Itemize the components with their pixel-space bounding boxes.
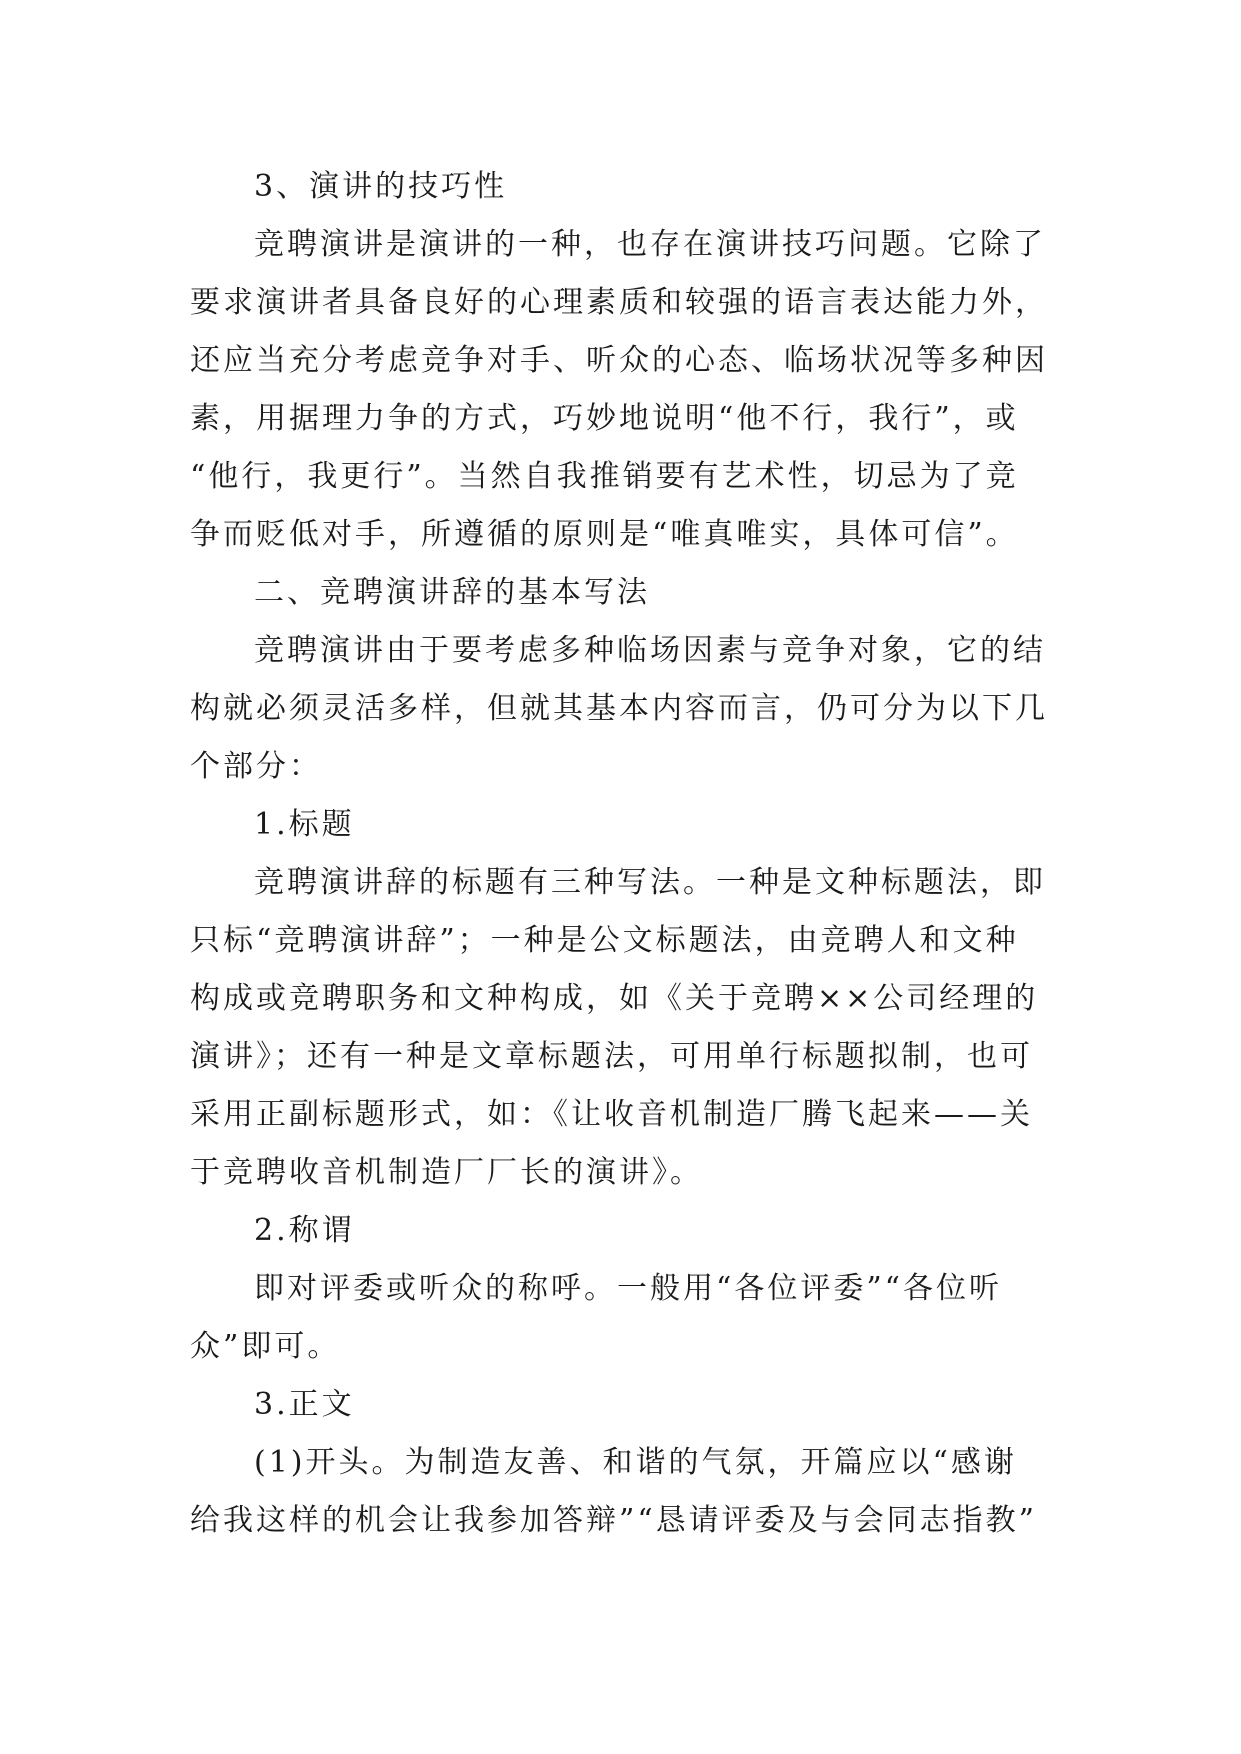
paragraph-line: 个部分： — [190, 749, 322, 784]
paragraph-line: 竞聘演讲辞的标题有三种写法。一种是文种标题法，即 — [254, 865, 1046, 900]
paragraph-line: 还应当充分考虑竞争对手、听众的心态、临场状况等多种因 — [190, 343, 1048, 378]
paragraph-line: (1)开头。为制造友善、和谐的气氛，开篇应以“感谢 — [254, 1445, 1017, 1480]
subheading-body: 3.正文 — [254, 1387, 355, 1422]
paragraph-line: 构就必须灵活多样，但就其基本内容而言，仍可分为以下几 — [190, 691, 1048, 726]
subheading-title: 1.标题 — [254, 807, 355, 842]
paragraph-line: 众”即可。 — [190, 1329, 341, 1364]
section-heading-technique: 3、演讲的技巧性 — [254, 169, 508, 204]
section-heading-writing-method: 二、竞聘演讲辞的基本写法 — [254, 575, 650, 610]
document-body — [190, 158, 1050, 1550]
paragraph-line: “他行，我更行”。当然自我推销要有艺术性，切忌为了竞 — [190, 459, 1019, 494]
paragraph-line: 演讲》；还有一种是文章标题法，可用单行标题拟制，也可 — [190, 1039, 1033, 1074]
paragraph-line: 构成或竞聘职务和文种构成，如《关于竞聘××公司经理的 — [190, 981, 1039, 1016]
paragraph-line: 采用正副标题形式，如：《让收音机制造厂腾飞起来——关 — [190, 1097, 1033, 1132]
paragraph-line: 即对评委或听众的称呼。一般用“各位评委”“各位听 — [254, 1271, 1003, 1306]
paragraph-line: 只标“竞聘演讲辞”；一种是公文标题法，由竞聘人和文种 — [190, 923, 1019, 958]
paragraph-line: 于竞聘收音机制造厂厂长的演讲》。 — [190, 1155, 703, 1190]
paragraph-line: 竞聘演讲是演讲的一种，也存在演讲技巧问题。它除了 — [254, 227, 1046, 262]
paragraph-line: 竞聘演讲由于要考虑多种临场因素与竞争对象，它的结 — [254, 633, 1046, 668]
paragraph-line: 素，用据理力争的方式，巧妙地说明“他不行，我行”，或 — [190, 401, 1019, 436]
paragraph-line: 要求演讲者具备良好的心理素质和较强的语言表达能力外， — [190, 285, 1048, 320]
subheading-salutation: 2.称谓 — [254, 1213, 355, 1248]
paragraph-line: 争而贬低对手，所遵循的原则是“唯真唯实，具体可信”。 — [190, 517, 1019, 552]
paragraph-line: 给我这样的机会让我参加答辩”“恳请评委及与会同志指教” — [190, 1503, 1038, 1538]
